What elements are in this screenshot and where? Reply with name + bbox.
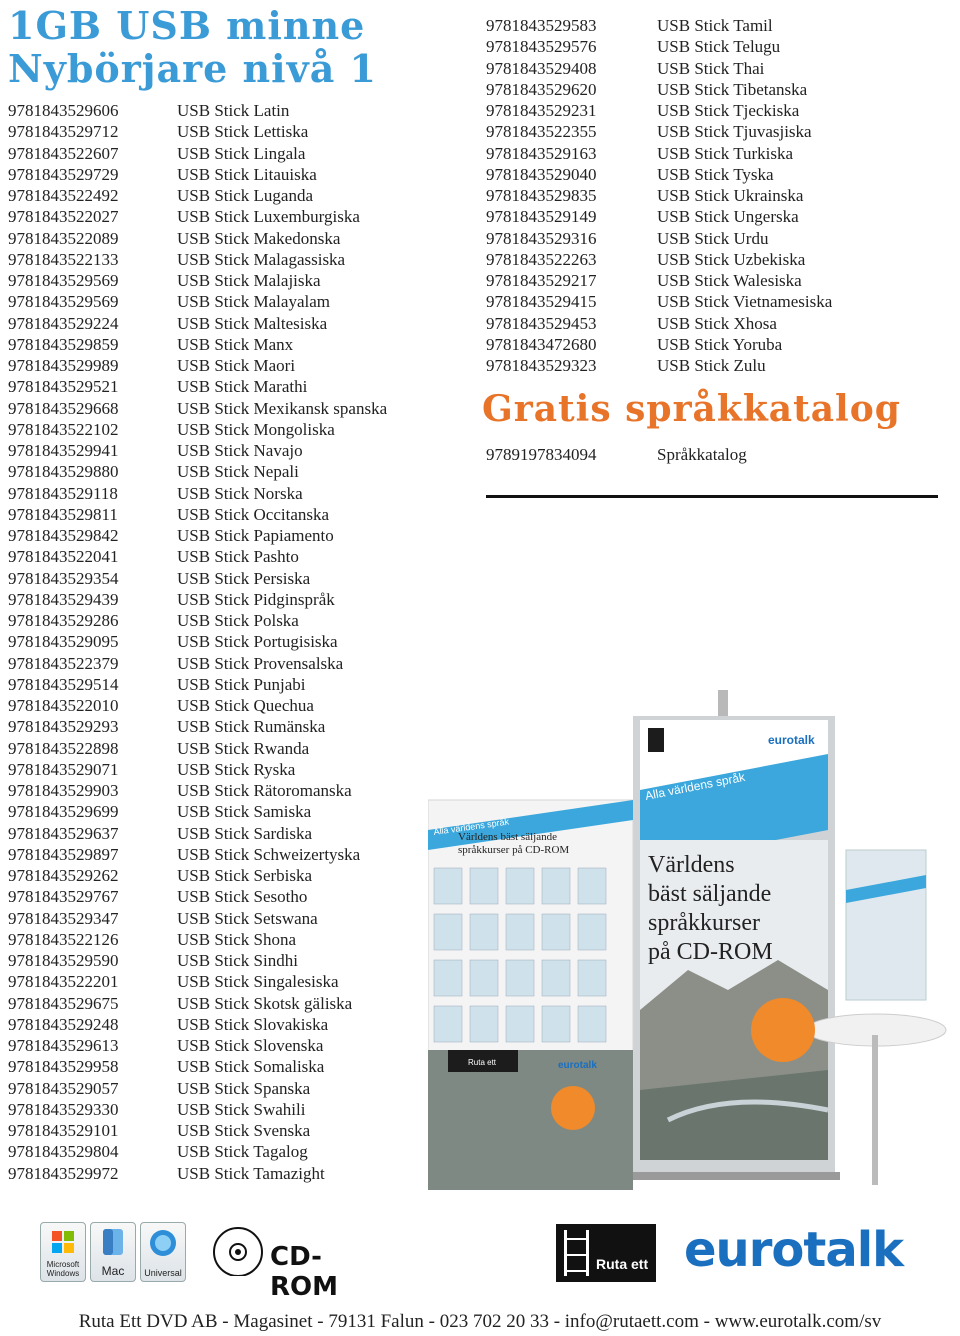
windows-logo-icon: Microsoft Windows bbox=[40, 1222, 86, 1282]
product-name: USB Stick Lingala bbox=[177, 143, 306, 163]
product-code: 9781843529606 bbox=[8, 101, 119, 120]
product-code: 9781843522010 bbox=[8, 696, 119, 715]
product-name: USB Stick Mongoliska bbox=[177, 419, 335, 439]
product-code: 9781843529217 bbox=[486, 271, 597, 290]
product-name: USB Stick Mexikansk spanska bbox=[177, 398, 388, 418]
product-code: 9781843529637 bbox=[8, 823, 119, 843]
eurotalk-logo: eurotalk bbox=[684, 1222, 904, 1278]
list-item bbox=[8, 908, 448, 929]
list-item bbox=[8, 653, 448, 674]
list-item bbox=[8, 525, 448, 546]
list-item bbox=[486, 143, 946, 164]
list-item bbox=[8, 1099, 448, 1120]
product-code: 9781843529118 bbox=[8, 483, 118, 503]
product-name: USB Stick Tibetanska bbox=[657, 79, 808, 99]
product-name: USB Stick Slovenska bbox=[177, 1036, 324, 1055]
product-name: USB Stick Spanska bbox=[177, 1078, 311, 1098]
list-item bbox=[8, 419, 448, 440]
list-item bbox=[8, 270, 448, 291]
product-name: USB Stick Tamil bbox=[657, 16, 773, 35]
list-item bbox=[486, 313, 946, 334]
product-name: USB Stick Portugisiska bbox=[177, 632, 338, 652]
product-code: 9781843529163 bbox=[486, 143, 597, 163]
product-code: 9781843529569 bbox=[8, 292, 119, 312]
list-item bbox=[486, 355, 946, 376]
product-code: 9781843522102 bbox=[8, 419, 119, 439]
display-stand-photo bbox=[428, 690, 960, 1190]
svg-text:Världens bäst säljande: Världens bäst säljande språkkurser på CD-ROM bbox=[458, 831, 570, 856]
product-name: USB Stick Shona bbox=[177, 929, 297, 949]
list-item bbox=[8, 291, 448, 312]
product-name: USB Stick Telugu bbox=[657, 37, 781, 57]
product-name: USB Stick Litauiska bbox=[177, 164, 317, 184]
list-item bbox=[8, 164, 448, 185]
list-item bbox=[486, 291, 946, 312]
mac-logo-icon: Mac bbox=[90, 1222, 136, 1282]
product-name: USB Stick Walesiska bbox=[657, 271, 802, 290]
product-name: USB Stick Turkiska bbox=[657, 143, 794, 163]
product-name: USB Stick Swahili bbox=[177, 1099, 306, 1119]
product-name: USB Stick Urdu bbox=[657, 228, 769, 248]
product-code: 9781843529767 bbox=[8, 887, 119, 907]
product-code: 9781843529842 bbox=[8, 526, 119, 545]
product-name: USB Stick Skotsk gäliska bbox=[177, 993, 353, 1013]
product-code: 9781843529903 bbox=[8, 781, 119, 800]
product-code: 9781843522201 bbox=[8, 972, 119, 992]
product-code: 9781843522041 bbox=[8, 547, 119, 567]
list-item bbox=[8, 568, 448, 589]
product-code: 9781843529576 bbox=[486, 37, 597, 57]
product-code: 9781843522027 bbox=[8, 207, 119, 227]
svg-text:Alla världens språk: Alla världens språk bbox=[643, 769, 747, 803]
product-code: 9781843529880 bbox=[8, 462, 119, 482]
list-item bbox=[486, 185, 946, 206]
product-name: USB Stick Marathi bbox=[177, 377, 308, 397]
product-name: USB Stick Ungerska bbox=[657, 207, 799, 227]
product-name: USB Stick Rumänska bbox=[177, 717, 326, 737]
product-name: USB Stick Somaliska bbox=[177, 1057, 325, 1077]
product-name: USB Stick Maltesiska bbox=[177, 313, 328, 333]
product-code: 9781843529316 bbox=[486, 228, 597, 248]
product-code: 9781843529514 bbox=[8, 674, 119, 694]
list-item bbox=[8, 483, 448, 504]
cdrom-logo: CD-ROM bbox=[212, 1224, 382, 1282]
product-code: 9781843522089 bbox=[8, 228, 119, 248]
product-name: USB Stick Pidginspråk bbox=[177, 589, 335, 609]
product-name: USB Stick Tamazight bbox=[177, 1163, 325, 1183]
product-code: 9781843529293 bbox=[8, 717, 119, 737]
list-item bbox=[8, 631, 448, 652]
list-item bbox=[8, 844, 448, 865]
product-code: 9781843529583 bbox=[486, 16, 597, 35]
list-item bbox=[8, 610, 448, 631]
product-code: 9781843529699 bbox=[8, 802, 119, 822]
list-item bbox=[8, 546, 448, 567]
list-item bbox=[8, 1163, 448, 1184]
list-item bbox=[486, 36, 946, 57]
product-name: USB Stick Occitanska bbox=[177, 504, 330, 524]
ruta-ett-logo: Ruta ett bbox=[556, 1224, 656, 1282]
product-name: USB Stick Tyska bbox=[657, 164, 774, 184]
list-item bbox=[8, 313, 448, 334]
product-code: 9781843529590 bbox=[8, 951, 119, 970]
product-name: USB Stick Serbiska bbox=[177, 866, 313, 885]
list-item bbox=[8, 461, 448, 482]
list-item bbox=[8, 143, 448, 164]
product-code: 9781843529262 bbox=[8, 866, 119, 885]
list-item bbox=[8, 823, 448, 844]
list-item bbox=[8, 950, 448, 971]
list-item bbox=[8, 121, 448, 142]
product-code: 9781843529231 bbox=[486, 101, 597, 120]
product-code: 9781843529569 bbox=[8, 271, 119, 290]
product-code: 9781843529408 bbox=[486, 58, 597, 78]
product-name: USB Stick Yoruba bbox=[657, 334, 783, 354]
list-item bbox=[486, 270, 946, 291]
product-code: 9781843529040 bbox=[486, 164, 597, 184]
product-code: 9781843529804 bbox=[8, 1142, 119, 1162]
product-name: USB Stick Ukrainska bbox=[657, 186, 804, 205]
product-name: USB Stick Makedonska bbox=[177, 228, 341, 248]
list-item bbox=[8, 504, 448, 525]
list-item bbox=[486, 58, 946, 79]
product-name: USB Stick Samiska bbox=[177, 802, 312, 822]
list-item bbox=[8, 376, 448, 397]
list-item bbox=[8, 695, 448, 716]
product-code: 9781843529729 bbox=[8, 164, 119, 184]
product-name: USB Stick Zulu bbox=[657, 356, 766, 375]
product-name: USB Stick Sesotho bbox=[177, 887, 308, 907]
product-name: USB Stick Ryska bbox=[177, 759, 296, 779]
product-code: 9781843529958 bbox=[8, 1057, 119, 1077]
svg-text:eurotalk: eurotalk bbox=[768, 733, 815, 747]
page-title-line-2: Nybörjare nivå 1 bbox=[8, 46, 377, 91]
list-item bbox=[486, 100, 946, 121]
list-item bbox=[8, 185, 448, 206]
product-code: 9781843529101 bbox=[8, 1121, 119, 1140]
product-list-left bbox=[8, 100, 448, 1184]
catalog-name: Språkkatalog bbox=[657, 445, 747, 464]
list-item bbox=[8, 780, 448, 801]
list-item bbox=[8, 759, 448, 780]
list-item bbox=[8, 1120, 448, 1141]
product-code: 9781843472680 bbox=[486, 334, 597, 354]
product-code: 9781843522126 bbox=[8, 929, 119, 949]
product-code: 9781843522133 bbox=[8, 249, 119, 269]
product-code: 9781843529453 bbox=[486, 313, 597, 333]
product-name: USB Stick Vietnamesiska bbox=[657, 292, 833, 312]
svg-text:Ruta ett: Ruta ett bbox=[468, 1058, 497, 1067]
product-name: USB Stick Schweizertyska bbox=[177, 844, 361, 864]
product-name: USB Stick Manx bbox=[177, 334, 294, 354]
list-item bbox=[8, 440, 448, 461]
product-code: 9781843529330 bbox=[8, 1099, 119, 1119]
product-name: USB Stick Slovakiska bbox=[177, 1014, 329, 1034]
list-item bbox=[486, 164, 946, 185]
product-code: 9781843529811 bbox=[8, 504, 118, 524]
product-code: 9781843529286 bbox=[8, 611, 119, 630]
product-name: USB Stick Thai bbox=[657, 58, 765, 78]
product-name: USB Stick Maori bbox=[177, 356, 296, 375]
product-code: 9781843529248 bbox=[8, 1014, 119, 1034]
footer-contact: Ruta Ett DVD AB - Magasinet - 79131 Falun - 023 702 20 33 - info@rutaett.com - www.eurotalk.com/sv bbox=[78, 1311, 882, 1332]
product-name: USB Stick Norska bbox=[177, 483, 303, 503]
product-code: 9781843529095 bbox=[8, 632, 119, 652]
list-item bbox=[8, 589, 448, 610]
product-name: USB Stick Svenska bbox=[177, 1121, 311, 1140]
product-name: USB Stick Tjeckiska bbox=[657, 101, 800, 120]
product-name: USB Stick Malayalam bbox=[177, 292, 330, 312]
product-code: 9781843529521 bbox=[8, 377, 119, 397]
product-name: USB Stick Singalesiska bbox=[177, 972, 339, 992]
catalog-code: 9789197834094 bbox=[486, 445, 597, 464]
product-name: USB Stick Punjabi bbox=[177, 674, 306, 694]
disc-icon bbox=[212, 1224, 264, 1276]
product-code: 9781843529897 bbox=[8, 844, 119, 864]
list-item bbox=[8, 398, 448, 419]
product-code: 9781843522263 bbox=[486, 249, 597, 269]
product-name: USB Stick Rätoromanska bbox=[177, 781, 352, 800]
product-code: 9781843529989 bbox=[8, 356, 119, 375]
product-list-right bbox=[486, 15, 946, 376]
product-name: USB Stick Xhosa bbox=[657, 313, 777, 333]
product-code: 9781843529668 bbox=[8, 398, 119, 418]
product-name: USB Stick Setswana bbox=[177, 908, 318, 928]
rollup-banner bbox=[628, 690, 840, 1180]
list-item bbox=[8, 971, 448, 992]
product-name: USB Stick Nepali bbox=[177, 462, 299, 482]
product-code: 9781843529712 bbox=[8, 122, 119, 142]
list-item bbox=[8, 1035, 448, 1056]
product-name: USB Stick Provensalska bbox=[177, 653, 344, 673]
product-code: 9781843529354 bbox=[8, 568, 119, 588]
list-item bbox=[8, 1078, 448, 1099]
product-name: USB Stick Tjuvasjiska bbox=[657, 122, 812, 142]
list-item bbox=[8, 865, 448, 886]
product-name: USB Stick Uzbekiska bbox=[657, 249, 806, 269]
divider bbox=[486, 495, 938, 498]
product-name: USB Stick Persiska bbox=[177, 568, 311, 588]
product-name: USB Stick Tagalog bbox=[177, 1142, 308, 1162]
list-item bbox=[8, 334, 448, 355]
list-item bbox=[8, 738, 448, 759]
product-name: USB Stick Quechua bbox=[177, 696, 314, 715]
product-code: 9781843529415 bbox=[486, 292, 597, 312]
logo-row bbox=[0, 1222, 960, 1302]
product-name: USB Stick Pashto bbox=[177, 547, 299, 567]
list-item bbox=[8, 206, 448, 227]
list-item bbox=[8, 674, 448, 695]
product-code: 9781843529620 bbox=[486, 79, 597, 99]
product-name: USB Stick Luxemburgiska bbox=[177, 207, 360, 227]
product-name: USB Stick Malagassiska bbox=[177, 249, 346, 269]
product-name: USB Stick Navajo bbox=[177, 441, 303, 460]
list-item bbox=[8, 1014, 448, 1035]
list-item bbox=[8, 1056, 448, 1077]
list-item bbox=[8, 100, 448, 121]
svg-text:Världens bäst säljande: Världens bäst säljande språkkurser på CD-ROM bbox=[648, 852, 773, 965]
product-code: 9781843529859 bbox=[8, 334, 119, 354]
product-code: 9781843529941 bbox=[8, 441, 119, 460]
product-code: 9781843529071 bbox=[8, 759, 119, 779]
list-item bbox=[8, 355, 448, 376]
list-item bbox=[8, 228, 448, 249]
product-code: 9781843529149 bbox=[486, 207, 597, 227]
product-name: USB Stick Sindhi bbox=[177, 951, 298, 970]
product-name: USB Stick Luganda bbox=[177, 186, 313, 205]
product-name: USB Stick Lettiska bbox=[177, 122, 309, 142]
product-name: USB Stick Rwanda bbox=[177, 738, 310, 758]
product-name: USB Stick Latin bbox=[177, 101, 290, 120]
product-name: USB Stick Sardiska bbox=[177, 823, 313, 843]
product-code: 9781843522492 bbox=[8, 186, 119, 205]
list-item bbox=[486, 15, 946, 36]
catalog-heading: Gratis språkkatalog bbox=[482, 388, 901, 430]
list-item bbox=[486, 121, 946, 142]
product-code: 9781843522379 bbox=[8, 653, 119, 673]
product-code: 9781843529224 bbox=[8, 313, 119, 333]
product-code: 9781843529613 bbox=[8, 1036, 119, 1055]
product-code: 9781843529439 bbox=[8, 589, 119, 609]
list-item bbox=[8, 886, 448, 907]
list-item bbox=[486, 334, 946, 355]
list-item bbox=[486, 79, 946, 100]
list-item bbox=[8, 1141, 448, 1162]
product-code: 9781843529675 bbox=[8, 993, 119, 1013]
product-name: USB Stick Malajiska bbox=[177, 271, 321, 290]
list-item bbox=[8, 929, 448, 950]
svg-text:Alla världens språk: Alla världens språk bbox=[432, 816, 510, 837]
list-item bbox=[486, 228, 946, 249]
list-item bbox=[486, 206, 946, 227]
list-item bbox=[8, 249, 448, 270]
product-code: 9781843522607 bbox=[8, 143, 119, 163]
product-code: 9781843529057 bbox=[8, 1078, 119, 1098]
product-name: USB Stick Papiamento bbox=[177, 526, 334, 545]
product-code: 9781843529972 bbox=[8, 1163, 119, 1183]
page-title-line-1: 1GB USB minne bbox=[8, 3, 366, 48]
svg-text:eurotalk: eurotalk bbox=[558, 1060, 597, 1071]
rack-board bbox=[428, 800, 633, 1190]
product-code: 9781843522898 bbox=[8, 738, 119, 758]
list-item bbox=[486, 249, 946, 270]
list-item bbox=[8, 801, 448, 822]
product-code: 9781843529323 bbox=[486, 356, 597, 375]
universal-logo-icon: Universal bbox=[140, 1222, 186, 1282]
list-item bbox=[8, 716, 448, 737]
product-code: 9781843529835 bbox=[486, 186, 597, 205]
list-item bbox=[8, 993, 448, 1014]
product-code: 9781843529347 bbox=[8, 908, 119, 928]
product-name: USB Stick Polska bbox=[177, 611, 299, 630]
product-code: 9781843522355 bbox=[486, 122, 597, 142]
